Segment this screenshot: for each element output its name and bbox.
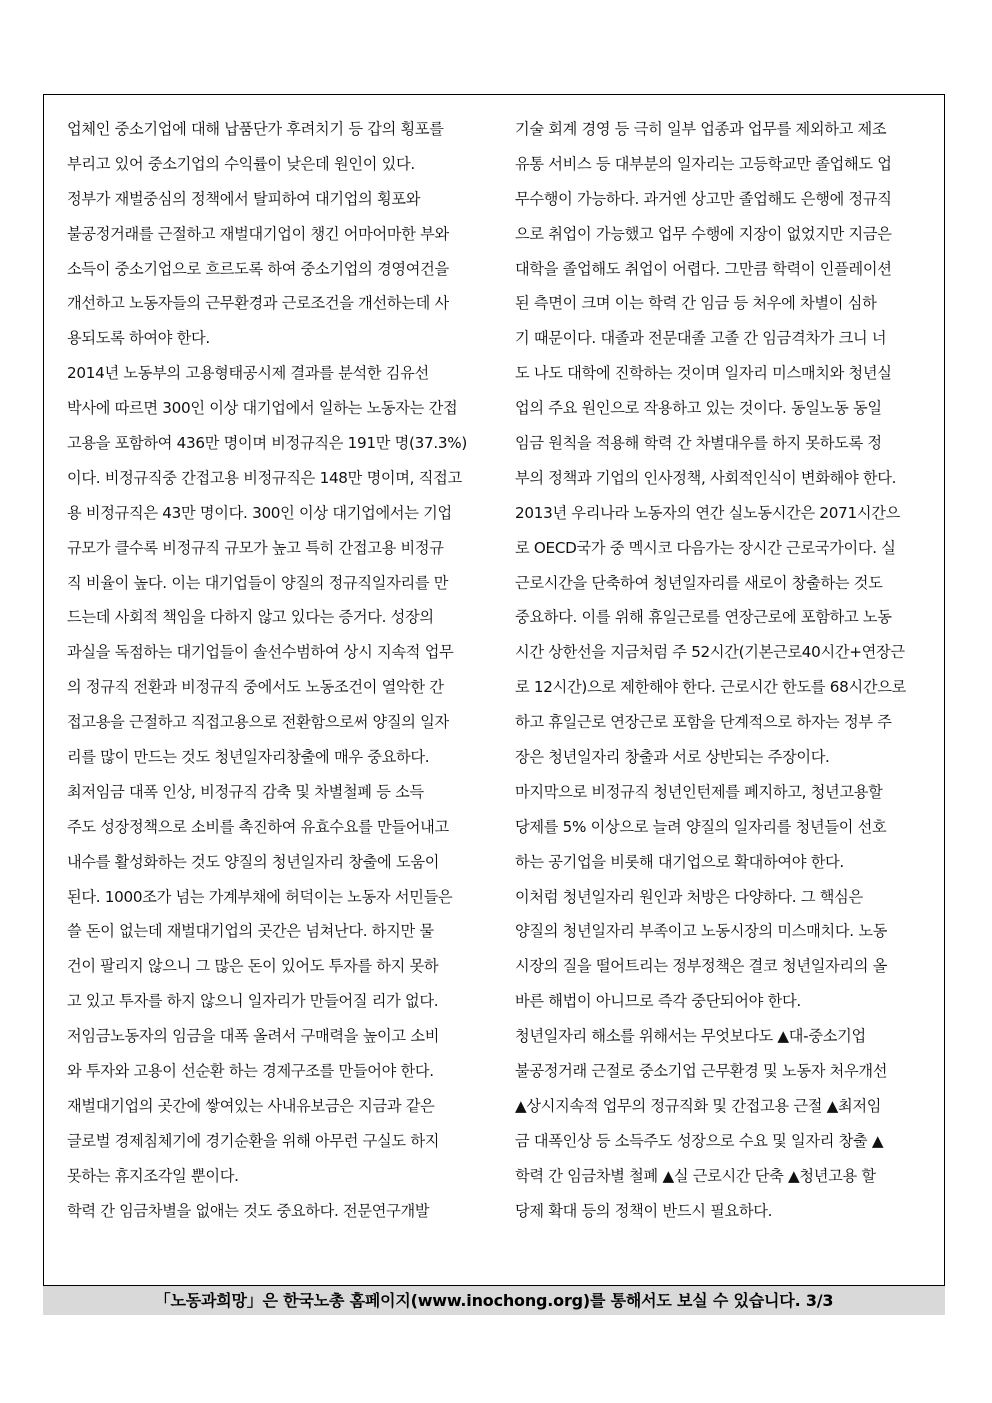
text-line: 직 비율이 높다. 이는 대기업들이 양질의 정규직일자리를 만 (67, 573, 449, 592)
text-line: 근로시간을 단축하여 청년일자리를 새로이 창출하는 것도 (515, 573, 883, 592)
text-line: 학력 간 임금차별 철폐 ▲실 근로시간 단축 ▲청년고용 할 (515, 1166, 876, 1185)
text-line: 드는데 사회적 책임을 다하지 않고 있다는 증거다. 성장의 (67, 608, 434, 627)
text-line: 으로 취업이 가능했고 업무 수행에 지장이 없었지만 지금은 (515, 224, 892, 243)
text-line: ▲상시지속적 업무의 정규직화 및 간접고용 근절 ▲최저임 (515, 1096, 882, 1115)
text-line: 정부가 재벌중심의 정책에서 탈피하여 대기업의 횡포와 (67, 189, 421, 208)
text-line: 임금 원칙을 적용해 학력 간 차별대우를 하지 못하도록 정 (515, 434, 882, 453)
text-line: 유통 서비스 등 대부분의 일자리는 고등학교만 졸업해도 업 (515, 154, 892, 173)
text-line: 당제를 5% 이상으로 늘려 양질의 일자리를 청년들이 선호 (515, 817, 887, 836)
text-line: 불공정거래 근절로 중소기업 근무환경 및 노동자 처우개선 (515, 1062, 888, 1081)
text-line: 바른 해법이 아니므로 즉각 중단되어야 한다. (515, 992, 801, 1011)
text-line: 마지막으로 비정규직 청년인턴제를 폐지하고, 청년고용할 (515, 782, 883, 801)
text-line: 하는 공기업을 비롯해 대기업으로 확대하여야 한다. (515, 852, 844, 871)
text-line: 이처럼 청년일자리 원인과 처방은 다양하다. 그 핵심은 (515, 887, 863, 906)
text-line: 로 OECD국가 중 멕시코 다음가는 장시간 근로국가이다. 실 (515, 538, 896, 557)
text-line: 고용을 포함하여 436만 명이며 비정규직은 191만 명(37.3%) (67, 434, 468, 453)
text-line: 된다. 1000조가 넘는 가계부채에 허덕이는 노동자 서민들은 (67, 887, 453, 906)
text-line: 소득이 중소기업으로 흐르도록 하여 중소기업의 경영여건을 (67, 259, 449, 278)
text-line: 대학을 졸업해도 취업이 어렵다. 그만큼 학력이 인플레이션 (515, 259, 892, 278)
text-line: 건이 팔리지 않으니 그 많은 돈이 있어도 투자를 하지 못하 (67, 957, 439, 976)
text-line: 접고용을 근절하고 직접고용으로 전환함으로써 양질의 일자 (67, 713, 449, 732)
text-line: 이다. 비정규직중 간접고용 비정규직은 148만 명이며, 직접고 (67, 468, 462, 487)
text-line: 내수를 활성화하는 것도 양질의 청년일자리 창출에 도움이 (67, 852, 440, 871)
text-line: 저임금노동자의 임금을 대폭 올려서 구매력을 높이고 소비 (67, 1027, 440, 1046)
text-line: 기 때문이다. 대졸과 전문대졸 고졸 간 임금격차가 크니 너 (515, 329, 887, 348)
text-line: 와 투자와 고용이 선순환 하는 경제구조를 만들어야 한다. (67, 1062, 434, 1081)
text-line: 된 측면이 크며 이는 학력 간 임금 등 처우에 차별이 심하 (515, 294, 877, 313)
text-line: 최저임금 대폭 인상, 비정규직 감축 및 차별철폐 등 소득 (67, 782, 424, 801)
text-line: 글로벌 경제침체기에 경기순환을 위해 아무런 구실도 하지 (67, 1131, 440, 1150)
text-line: 무수행이 가능하다. 과거엔 상고만 졸업해도 은행에 정규직 (515, 189, 892, 208)
text-line: 시장의 질을 떨어트리는 정부정책은 결코 청년일자리의 올 (515, 957, 888, 976)
text-line: 학력 간 임금차별을 없애는 것도 중요하다. 전문연구개발 (67, 1201, 430, 1220)
text-line: 중요하다. 이를 위해 휴일근로를 연장근로에 포함하고 노동 (515, 608, 892, 627)
right-column (515, 112, 917, 1229)
text-line: 당제 확대 등의 정책이 반드시 필요하다. (515, 1201, 773, 1220)
page-footer: 「노동과희망」은 한국노총 홈페이지(www.inochong.org)를 통해서도 보실 수 있습니다. 3/3 (43, 1285, 945, 1315)
text-line: 고 있고 투자를 하지 않으니 일자리가 만들어질 리가 없다. (67, 992, 439, 1011)
text-line: 로 12시간)으로 제한해야 한다. 근로시간 한도를 68시간으로 (515, 678, 906, 697)
text-line: 양질의 청년일자리 부족이고 노동시장의 미스매치다. 노동 (515, 922, 888, 941)
text-line: 리를 많이 만드는 것도 청년일자리창출에 매우 중요하다. (67, 748, 430, 767)
text-line: 부의 정책과 기업의 인사정책, 사회적인식이 변화해야 한다. (515, 468, 897, 487)
text-line: 불공정거래를 근절하고 재벌대기업이 챙긴 어마어마한 부와 (67, 224, 449, 243)
text-line: 용 비정규직은 43만 명이다. 300인 이상 대기업에서는 기업 (67, 503, 452, 522)
left-column (67, 112, 469, 1229)
text-line: 과실을 독점하는 대기업들이 솔선수범하여 상시 지속적 업무 (67, 643, 454, 662)
text-line: 청년일자리 해소를 위해서는 무엇보다도 ▲대-중소기업 (515, 1027, 866, 1046)
text-line: 도 나도 대학에 진학하는 것이며 일자리 미스매치와 청년실 (515, 364, 892, 383)
text-line: 쓸 돈이 없는데 재벌대기업의 곳간은 넘쳐난다. 하지만 물 (67, 922, 434, 941)
text-line: 부리고 있어 중소기업의 수익률이 낮은데 원인이 있다. (67, 154, 415, 173)
text-line: 재벌대기업의 곳간에 쌓여있는 사내유보금은 지금과 같은 (67, 1096, 435, 1115)
text-line: 장은 청년일자리 창출과 서로 상반되는 주장이다. (515, 748, 830, 767)
text-line: 2013년 우리나라 노동자의 연간 실노동시간은 2071시간으 (515, 503, 900, 522)
text-line: 기술 회계 경영 등 극히 일부 업종과 업무를 제외하고 제조 (515, 120, 887, 138)
text-line: 하고 휴일근로 연장근로 포함을 단계적으로 하자는 정부 주 (515, 713, 892, 732)
text-line: 주도 성장정책으로 소비를 촉진하여 유효수요를 만들어내고 (67, 817, 449, 836)
text-line: 2014년 노동부의 고용형태공시제 결과를 분석한 김유선 (67, 364, 429, 383)
text-line: 개선하고 노동자들의 근무환경과 근로조건을 개선하는데 사 (67, 294, 449, 313)
text-line: 업의 주요 원인으로 작용하고 있는 것이다. 동일노동 동일 (515, 399, 882, 418)
text-line: 용되도록 하여야 한다. (67, 329, 210, 348)
text-line: 시간 상한선을 지금처럼 주 52시간(기본근로40시간+연장근 (515, 643, 905, 662)
text-line: 금 대폭인상 등 소득주도 성장으로 수요 및 일자리 창출 ▲ (515, 1131, 884, 1150)
text-line: 못하는 휴지조각일 뿐이다. (67, 1166, 239, 1185)
text-line: 규모가 클수록 비정규직 규모가 높고 특히 간접고용 비정규 (67, 538, 444, 557)
text-line: 업체인 중소기업에 대해 납품단가 후려치기 등 갑의 횡포를 (67, 120, 444, 138)
text-line: 박사에 따르면 300인 이상 대기업에서 일하는 노동자는 간접 (67, 399, 458, 418)
text-line: 의 정규직 전환과 비정규직 중에서도 노동조건이 열악한 간 (67, 678, 444, 697)
